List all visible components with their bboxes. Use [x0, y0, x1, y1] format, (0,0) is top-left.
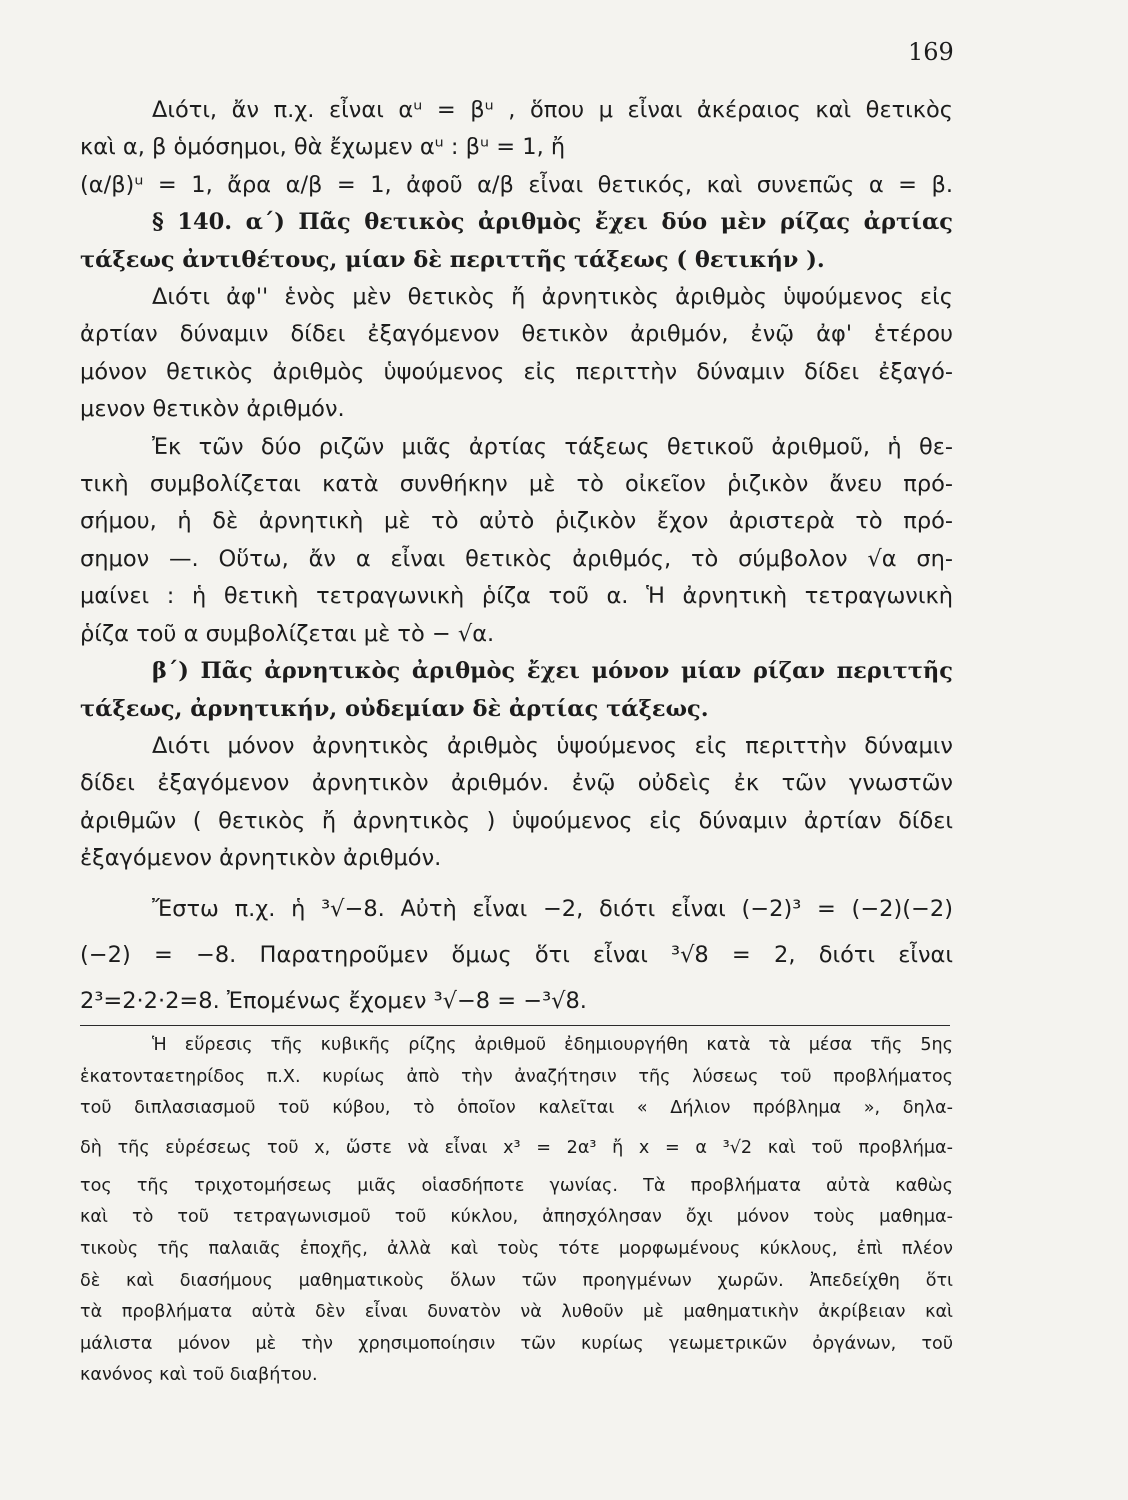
footnote-line: τος τῆς τριχοτομήσεως μιᾶς οἱασδήποτε γωνίας. Τὰ προβλήματα αὐτὰ καθὼς: [80, 1175, 953, 1196]
footnote-line: κανόνος καὶ τοῦ διαβήτου.: [80, 1365, 318, 1386]
text-line: σήμου, ἡ δὲ ἀρνητικὴ μὲ τὸ αὐτὸ ῥιζικὸν ἔχον ἀριστερὰ τὸ πρό-: [80, 508, 953, 535]
text-line: β΄) Πᾶς ἀρνητικὸς ἀριθμὸς ἔχει μόνον μίαν ρίζαν περιττῆς: [152, 658, 953, 685]
text-line: (−2) = −8. Παρατηροῦμεν ὅμως ὅτι εἶναι ³√8 = 2, διότι εἶναι: [80, 941, 953, 968]
text-line: τικὴ συμβολίζεται κατὰ συνθήκην μὲ τὸ οἰκεῖον ῥιζικὸν ἄνευ πρό-: [80, 471, 953, 498]
equation-gap: [80, 878, 953, 886]
footnote-line: τὰ προβλήματα αὐτὰ δὲν εἶναι δυνατὸν νὰ λυθοῦν μὲ μαθηματικὴν ἀκρίβειαν καὶ: [80, 1302, 953, 1323]
footnote-line: τοῦ διπλασιασμοῦ τοῦ κύβου, τὸ ὁποῖον καλεῖται « Δήλιον πρόβλημα », δηλα-: [80, 1098, 953, 1119]
text-line: τάξεως ἀντιθέτους, μίαν δὲ περιττῆς τάξεως ( θετικήν ).: [80, 246, 825, 273]
footnote-line: δὴ τῆς εὑρέσεως τοῦ x, ὥστε νὰ εἶναι x³ = 2α³ ἤ x = α ³√2 καὶ τοῦ προβλήμα-: [80, 1137, 953, 1158]
text-line: § 140. α΄) Πᾶς θετικὸς ἀριθμὸς ἔχει δύο μὲν ρίζας ἀρτίας: [152, 209, 953, 236]
text-line: ἐξαγόμενον ἀρνητικὸν ἀριθμόν.: [80, 845, 442, 872]
footnote-line: ἑκατονταετηρίδος π.Χ. κυρίως ἀπὸ τὴν ἀναζήτησιν τῆς λύσεως τοῦ προβλήματος: [80, 1066, 953, 1087]
text-line: μενον θετικὸν ἀριθμόν.: [80, 396, 345, 423]
footnote: [80, 1030, 953, 1392]
text-line: ῥίζα τοῦ α συμβολίζεται μὲ τὸ − √α.: [80, 620, 495, 647]
text-line: δίδει ἐξαγόμενον ἀρνητικὸν ἀριθμόν. ἐνῷ οὐδεὶς ἐκ τῶν γνωστῶν: [80, 770, 953, 797]
footnote-line: δὲ καὶ διασήμους μαθηματικοὺς ὅλων τῶν προηγμένων χωρῶν. Ἀπεδείχθη ὅτι: [80, 1270, 953, 1291]
footnote-rule: [80, 1025, 950, 1026]
text-line: μαίνει : ἡ θετικὴ τετραγωνικὴ ῥίζα τοῦ α. Ἡ ἀρνητικὴ τετραγωνικὴ: [80, 583, 953, 610]
footnote-line: μάλιστα μόνον μὲ τὴν χρησιμοποίησιν τῶν κυρίως γεωμετρικῶν ὀργάνων, τοῦ: [80, 1333, 953, 1354]
text-line: Διότι μόνον ἀρνητικὸς ἀριθμὸς ὑψούμενος εἰς περιττὴν δύναμιν: [152, 732, 953, 759]
text-line: Διότι ἀφ'' ἑνὸς μὲν θετικὸς ἤ ἀρνητικὸς ἀριθμὸς ὑψούμενος εἰς: [152, 284, 953, 311]
footnote-line: τικοὺς τῆς παλαιᾶς ἐποχῆς, ἀλλὰ καὶ τοὺς τότε μορφωμένους κύκλους, ἐπὶ πλέον: [80, 1238, 953, 1259]
text-line: ἀρτίαν δύναμιν δίδει ἐξαγόμενον θετικὸν ἀριθμόν, ἐνῷ ἀφ' ἑτέρου: [80, 321, 953, 348]
text-line: Διότι, ἄν π.χ. εἶναι αᵘ = βᵘ , ὅπου μ εἶναι ἀκέραιος καὶ θετικὸς: [152, 97, 953, 123]
text-line: ἀριθμῶν ( θετικὸς ἤ ἀρνητικὸς ) ὑψούμενος εἰς δύναμιν ἀρτίαν δίδει: [80, 807, 953, 834]
footnote-line: καὶ τὸ τοῦ τετραγωνισμοῦ τοῦ κύκλου, ἀπησχόλησαν ὄχι μόνον τοὺς μαθημα-: [80, 1207, 953, 1228]
text-line: τάξεως, ἀρνητικήν, οὐδεμίαν δὲ ἀρτίας τάξεως.: [80, 695, 709, 722]
page-number: 169: [908, 38, 954, 66]
text-line: (α/β)ᵘ = 1, ἄρα α/β = 1, ἀφοῦ α/β εἶναι θετικός, καὶ συνεπῶς α = β.: [80, 171, 953, 198]
text-line: σημον —. Οὕτω, ἄν α εἶναι θετικὸς ἀριθμός, τὸ σύμβολον √α ση-: [80, 545, 953, 572]
footnote-line: Ἡ εὕρεσις τῆς κυβικῆς ρίζης ἀριθμοῦ ἐδημιουργήθη κατὰ τὰ μέσα τῆς 5ης: [152, 1035, 953, 1055]
text-line: Ἐκ τῶν δύο ριζῶν μιᾶς ἀρτίας τάξεως θετικοῦ ἀριθμοῦ, ἡ θε-: [152, 433, 953, 460]
body-text: [80, 92, 953, 1024]
text-line: Ἔστω π.χ. ἡ ³√−8. Αὐτὴ εἶναι −2, διότι εἶναι (−2)³ = (−2)(−2): [152, 895, 953, 922]
text-line: καὶ α, β ὁμόσημοι, θὰ ἔχωμεν αᵘ : βᵘ = 1, ἤ: [80, 134, 566, 161]
text-line: μόνον θετικὸς ἀριθμὸς ὑψούμενος εἰς περιττὴν δύναμιν δίδει ἐξαγό-: [80, 358, 953, 385]
text-line: 2³=2·2·2=8. Ἐπομένως ἔχομεν ³√−8 = −³√8.: [80, 987, 587, 1014]
